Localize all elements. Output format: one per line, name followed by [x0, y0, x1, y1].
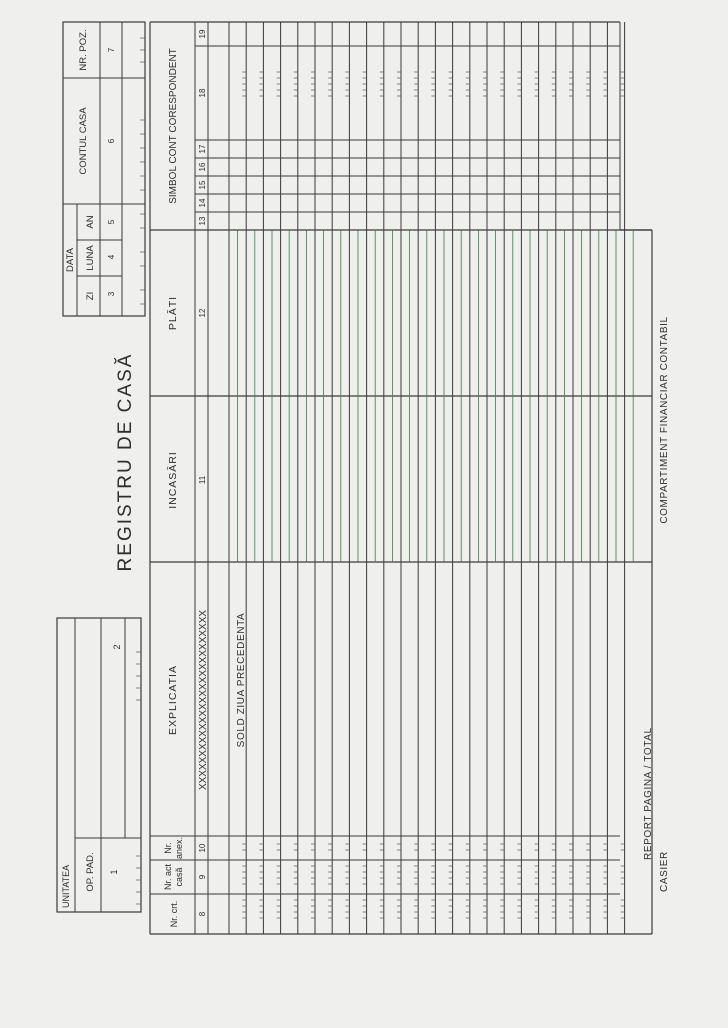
- luna-label: LUNA: [85, 245, 96, 271]
- op-pad-box-1: 1: [109, 869, 119, 875]
- col-header-plati: PLĂTI: [167, 295, 179, 331]
- col-number-8: 8: [198, 911, 207, 917]
- col-header-simbol: SIMBOL CONT CORESPONDENT: [168, 48, 179, 204]
- col-number-11: 11: [198, 475, 207, 485]
- sold-ziua-precedenta-row: SOLD ZIUA PRECEDENTA: [236, 612, 247, 748]
- form-title: REGISTRU DE CASĂ: [115, 352, 136, 572]
- col-number-15: 15: [198, 180, 207, 190]
- zi-label: ZI: [85, 291, 96, 301]
- col-number-9: 9: [198, 874, 207, 880]
- col-header-nr-crt: Nr. crt.: [169, 900, 179, 928]
- col-number-19: 19: [198, 29, 207, 39]
- nr-poz-label: NR. POZ.: [78, 29, 89, 71]
- col-number-18: 18: [198, 88, 207, 98]
- date-number-6: 6: [107, 138, 116, 144]
- col-header-nr-act-casa-line2: casă: [174, 867, 184, 887]
- date-number-5: 5: [107, 219, 116, 225]
- date-number-7: 7: [107, 47, 116, 53]
- footer-compartiment: COMPARTIMENT FINANCIAR CONTABIL: [659, 316, 670, 524]
- date-number-4: 4: [107, 254, 116, 260]
- col-header-nr-anex-line2: anex.: [174, 836, 184, 860]
- col-number-12: 12: [198, 308, 207, 318]
- date-number-3: 3: [107, 291, 116, 297]
- data-label: DATA: [65, 248, 76, 272]
- an-label: AN: [85, 215, 96, 229]
- contul-casa-label: CONTUL CASA: [78, 107, 89, 175]
- col-header-explicatia: EXPLICATIA: [167, 665, 179, 735]
- col-header-nr-act-casa-line1: Nr. act: [163, 863, 173, 891]
- op-pad-label: OP. PAD.: [85, 852, 96, 892]
- report-pagina-total-row: REPORT PAGINA / TOTAL: [643, 727, 654, 860]
- col-header-nr-anex-line1: Nr.: [163, 842, 173, 854]
- col-header-incasari: INCASĂRI: [167, 451, 179, 509]
- col-number-14: 14: [198, 198, 207, 208]
- col-number-16: 16: [198, 162, 207, 172]
- col-number-13: 13: [198, 216, 207, 226]
- op-pad-box-2: 2: [112, 644, 122, 650]
- col-number-10: 10: [198, 843, 207, 853]
- xxx-row-text: XXXXXXXXXXXXXXXXXXXXXXXXXXX: [198, 609, 209, 791]
- footer-casier: CASIER: [659, 851, 670, 892]
- col-number-17: 17: [198, 144, 207, 154]
- unit-label: UNITATEA: [61, 864, 71, 908]
